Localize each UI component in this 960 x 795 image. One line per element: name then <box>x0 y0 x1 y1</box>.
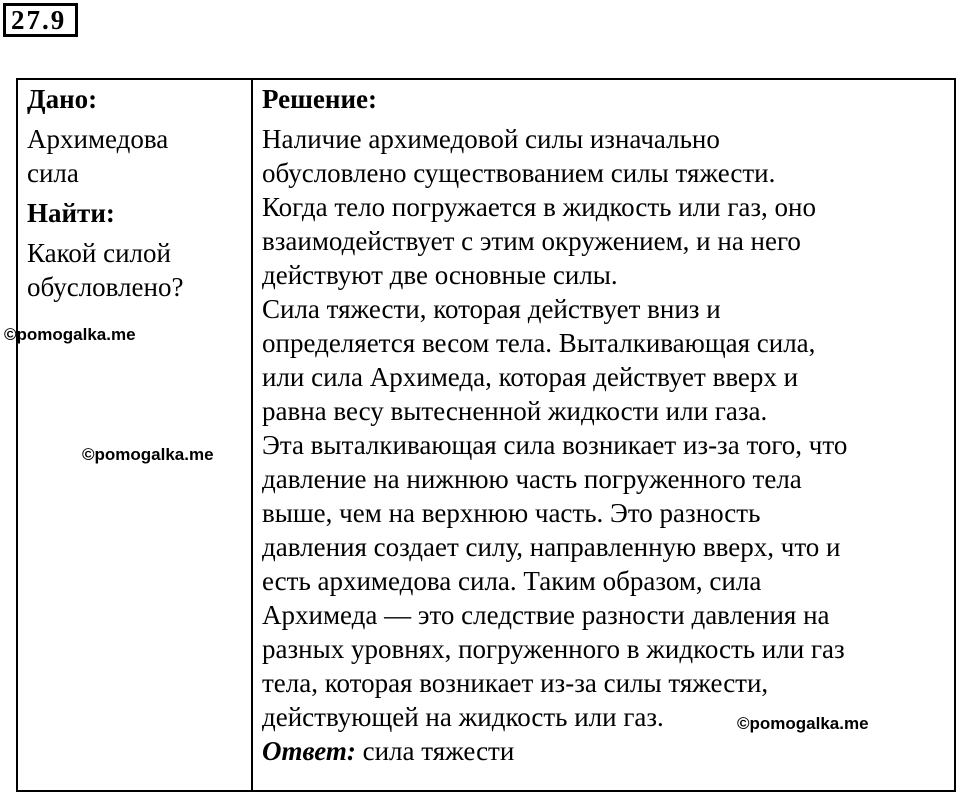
solution-line: давление на нижнюю часть погруженного тела <box>262 464 802 494</box>
solution-line: взаимодействует с этим окружением, и на него <box>262 226 801 256</box>
find-line: обусловлено? <box>27 272 184 302</box>
given-line: Архимедова <box>27 124 169 154</box>
solution-line: есть архимедова сила. Таким образом, сила <box>262 566 762 596</box>
solution-line: действуют две основные силы. <box>262 260 618 290</box>
find-label: Найти: <box>27 198 115 228</box>
solution-line: Наличие архимедовой силы изначально <box>262 124 720 154</box>
find-text <box>27 236 242 304</box>
answer-label: Ответ: <box>262 736 356 766</box>
given-column <box>27 82 242 304</box>
solution-line: действующей на жидкость или газ. <box>262 702 664 732</box>
solution-line: или сила Архимеда, которая действует вверх и <box>262 362 799 392</box>
solution-line: равна весу вытесненной жидкости или газа. <box>262 396 768 426</box>
given-line: сила <box>27 158 79 188</box>
problem-number: 27.9 <box>3 3 78 37</box>
solution-line: Архимеда — это следствие разности давления на <box>262 600 830 630</box>
solution-line: давления создает силу, направленную вверх, что и <box>262 532 841 562</box>
given-text <box>27 122 242 190</box>
answer-text: сила тяжести <box>362 736 515 766</box>
solution-line: выше, чем на верхнюю часть. Это разность <box>262 498 761 528</box>
watermark: ©pomogalka.me <box>737 714 869 733</box>
solution-column <box>262 82 952 768</box>
solution-line: разных уровнях, погруженного в жидкость или газ <box>262 634 845 664</box>
given-label: Дано: <box>27 84 98 114</box>
solution-label: Решение: <box>262 84 377 114</box>
solution-text <box>262 122 952 768</box>
find-line: Какой силой <box>27 238 171 268</box>
watermark: ©pomogalka.me <box>4 325 136 344</box>
column-divider <box>251 80 253 790</box>
watermark: ©pomogalka.me <box>82 445 214 464</box>
solution-line: Когда тело погружается в жидкость или газ, оно <box>262 192 816 222</box>
solution-line: обусловлено существованием силы тяжести. <box>262 158 776 188</box>
answer-line <box>262 734 952 768</box>
solution-line: тела, которая возникает из-за силы тяжести, <box>262 668 769 698</box>
solution-line: определяется весом тела. Выталкивающая сила, <box>262 328 816 358</box>
solution-line: Сила тяжести, которая действует вниз и <box>262 294 721 324</box>
solution-table <box>16 78 956 792</box>
solution-line: Эта выталкивающая сила возникает из-за того, что <box>262 430 848 460</box>
